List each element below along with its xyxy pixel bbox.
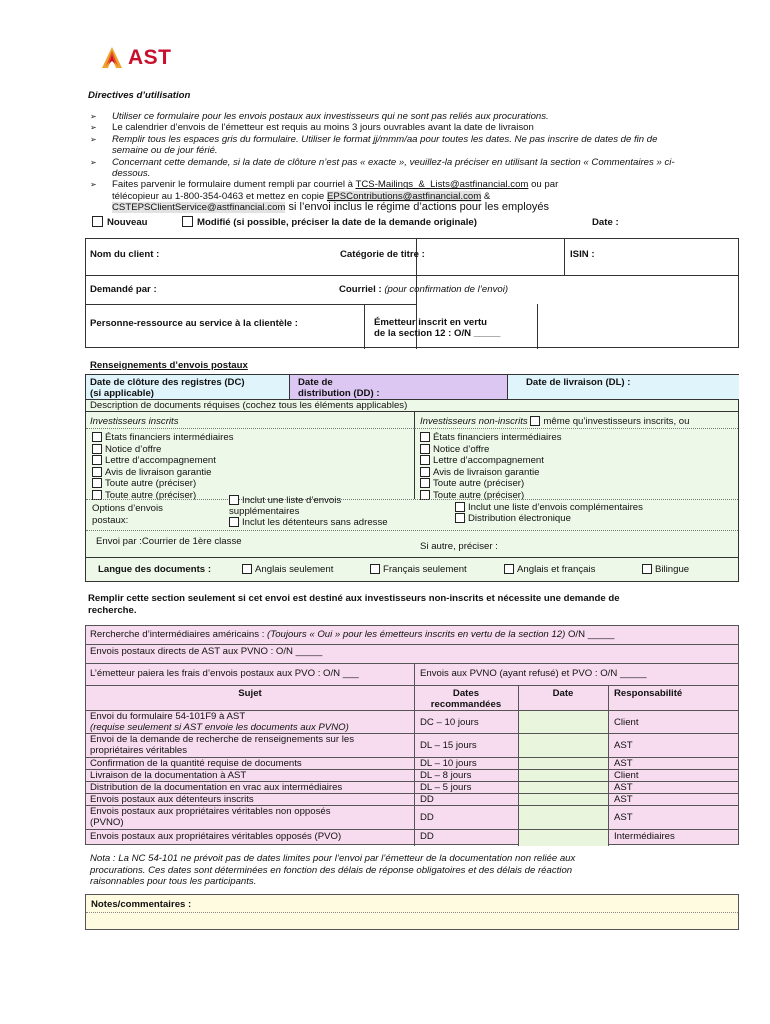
option-checkbox[interactable] [455,502,465,512]
directive-item: ➢ Utiliser ce formulaire pour les envois postaux aux investisseurs qui ne sont pas reliés aux procurations. [90,111,549,122]
docs-inscrits-list [92,432,234,502]
lang-checkbox[interactable] [642,564,652,574]
notes-box[interactable] [85,894,739,930]
nouveau-option[interactable]: Nouveau [92,216,148,228]
header-responsabilite: Responsabilité [614,688,683,699]
option-checkbox[interactable] [229,517,239,527]
option-distribution-electronique[interactable]: Distribution électronique [455,513,571,524]
lang-checkbox[interactable] [370,564,380,574]
categorie-titre-label: Catégorie de titre : [340,249,425,260]
doc-checkbox[interactable] [92,478,102,488]
table-row: Envoi de la demande de recherche de renseignements sur les propriétaires véritables [90,734,354,756]
nota-text: Nota : La NC 54-101 ne prévoit pas de dates limites pour l’envoi par l’émetteur de la documentation non reliée aux procurations. Ces dates sont déterminées en fonction des délais de réponse obligatoires et des délais de réaction raisonnables pour tous les participants. [90,853,576,887]
lang-option-francais[interactable]: Français seulement [370,564,467,575]
row-dates: DD [420,794,434,805]
doc-checkbox[interactable] [420,467,430,477]
dd-label: Date de distribution (DD) : [298,377,380,399]
meme-checkbox[interactable] [530,416,540,426]
emetteur-inscrit-label: Émetteur inscrit en vertu de la section 12 : O/N _____ [374,317,501,339]
table-row: Envois postaux aux propriétaires véritables opposés (PVO) [90,831,342,842]
nouveau-checkbox[interactable] [92,216,103,227]
row-resp: AST [614,794,633,805]
lang-checkbox[interactable] [504,564,514,574]
lang-option-bilingue[interactable]: Bilingue [642,564,689,575]
row-dates: DL – 5 jours [420,782,472,793]
doc-option[interactable]: États financiers intermédiaires [420,432,562,444]
option-liste-complementaire[interactable]: Inclut une liste d’envois complémentaires [455,502,643,513]
email-link-tcs[interactable]: TCS-Mailings_&_Lists@astfinancial.com [355,179,529,191]
option-checkbox[interactable] [455,513,465,523]
dl-label: Date de livraison (DL) : [526,377,631,388]
row-resp: Client [614,717,639,728]
row-resp: AST [614,758,633,769]
dc-label: Date de clôture des registres (DC) (si applicable) [90,377,245,399]
client-info-table [85,238,739,348]
isin-label: ISIN : [570,249,595,260]
directive-item: ➢ Remplir tous les espaces gris du formulaire. Utiliser le format jj/mmm/aa pour toutes les dates. Ne pas inscrire de dates de fin de semaine ou de jour férié. [90,133,658,157]
row-dates: DD [420,831,434,842]
table-row: Distribution de la documentation en vrac aux intermédiaires [90,782,343,793]
email-link-cst[interactable]: CSTEPSClientService@astfinancial.com [112,202,286,214]
recherche-table [85,625,739,845]
doc-option[interactable]: Toute autre (préciser) [420,478,562,490]
arrow-icon: ➢ [90,123,97,133]
date-label: Date : [592,217,619,228]
doc-option[interactable]: Toute autre (préciser) [92,490,234,502]
doc-option[interactable]: Avis de livraison garantie [92,467,234,479]
doc-checkbox[interactable] [92,455,102,465]
doc-option[interactable]: Lettre d’accompagnement [420,455,562,467]
docs-non-inscrits-list [420,432,562,502]
nom-client-label: Nom du client : [90,249,160,260]
row-resp: AST [614,740,633,751]
lang-option-anglais[interactable]: Anglais seulement [242,564,333,575]
row-resp: Intermédiaires [614,831,675,842]
langue-label: Langue des documents : [98,564,212,575]
doc-checkbox[interactable] [92,467,102,477]
doc-option[interactable]: Notice d’offre [92,444,234,456]
modifie-option[interactable]: Modifié (si possible, préciser la date de la demande originale) [182,216,477,228]
table-row: Confirmation de la quantité requise de documents [90,758,302,769]
row-dates: DL – 10 jours [420,758,477,769]
doc-option[interactable]: États financiers intermédiaires [92,432,234,444]
ast-logo [100,46,190,72]
recherche-intro: Remplir cette section seulement si cet envoi est destiné aux investisseurs non-inscrits et nécessite une demande de recherche. [88,593,620,616]
row-dates: DL – 15 jours [420,740,477,751]
options-envois-label: Options d’envois postaux: [92,503,163,526]
doc-option[interactable]: Lettre d’accompagnement [92,455,234,467]
lang-option-anglais-francais[interactable]: Anglais et français [504,564,595,575]
doc-option[interactable]: Toute autre (préciser) [420,490,562,502]
arrow-icon: ➢ [90,134,97,144]
description-label: Description de documents réquises (cochez tous les éléments applicables) [90,400,408,411]
row-resp: AST [614,782,633,793]
arrow-icon: ➢ [90,157,97,167]
recherche-row-3a: L’émetteur paiera les frais d’envois postaux aux PVO : O/N ___ [90,668,359,679]
arrow-icon: ➢ [90,112,97,121]
doc-checkbox[interactable] [420,455,430,465]
option-checkbox[interactable] [229,495,239,505]
row-dates: DD [420,812,434,823]
lang-checkbox[interactable] [242,564,252,574]
doc-checkbox[interactable] [420,478,430,488]
doc-checkbox[interactable] [420,444,430,454]
ast-logo-icon [100,46,124,70]
option-sans-adresse[interactable]: Inclut les détenteurs sans adresse [229,517,388,528]
row-dates: DC – 10 jours [420,717,479,728]
header-date: Date [552,688,574,699]
header-sujet: Sujet [238,688,262,699]
table-row: Envois postaux aux détenteurs inscrits [90,794,254,805]
doc-checkbox[interactable] [420,432,430,442]
envoi-par-label: Envoi par :Courrier de 1ère classe [96,536,242,547]
header-dates-recommandees: Dates recommandées [430,688,502,710]
doc-option[interactable]: Avis de livraison garantie [420,467,562,479]
row-resp: AST [614,812,633,823]
courriel-label: Courriel : (pour confirmation de l’envoi) [339,284,509,295]
directive-item: ➢ Faites parvenir le formulaire dument rempli par courriel à TCS-Mailings_&_Lists@astfinancial.com ou par télécopieur au 1-800-354-0463 et mettez en copie EPSContributions@astfinancial.com & CSTEPSClientService@astfinancial.com si l’envoi inclus le régime d’actions pour les employés [90,179,559,214]
row-dates: DL – 8 jours [420,770,472,781]
envois-table [85,374,739,582]
table-row: Livraison de la documentation à AST [90,770,247,781]
modifie-checkbox[interactable] [182,216,193,227]
directives-title: Directives d’utilisation [88,90,191,101]
doc-option[interactable]: Toute autre (préciser) [92,478,234,490]
si-autre-label: Si autre, préciser : [420,541,498,552]
directive-item: ➢ Concernant cette demande, si la date de clôture n’est pas « exacte », veuillez-la préciser en utilisant la section « Commentaires » ci-dessous. [90,156,675,180]
email-link-eps[interactable]: EPSContributions@astfinancial.com [326,190,482,202]
demande-par-label: Demandé par : [90,284,157,295]
envois-section-title: Renseignements d’envois postaux [90,360,248,371]
doc-option[interactable]: Notice d’offre [420,444,562,456]
personne-ressource-label: Personne-ressource au service à la clientèle : [90,318,298,329]
notes-label: Notes/commentaires : [91,899,192,910]
inscrits-label: Investisseurs inscrits [90,416,179,427]
table-row: Envois postaux aux propriétaires véritables non opposés (PVNO) [90,806,331,828]
arrow-icon: ➢ [90,180,97,190]
non-inscrits-label: Investisseurs non-inscrits même qu’investisseurs inscrits, ou [420,416,690,427]
recherche-row-3b: Envois aux PVNO (ayant refusé) et PVO : O/N _____ [420,668,647,679]
ast-logo-text: AST [128,46,172,69]
option-liste-supplementaire[interactable]: Inclut une liste d’envois supplémentaires [229,495,342,517]
row-resp: Client [614,770,639,781]
doc-checkbox[interactable] [92,432,102,442]
langue-row [98,564,738,575]
doc-checkbox[interactable] [92,444,102,454]
directives-list [88,111,688,214]
directive-item: ➢ Le calendrier d’envois de l’émetteur est requis au moins 3 jours ouvrables avant la date de livraison [90,122,534,134]
recherche-row-1: Rercherche d’intermédiaires américains : (Toujours « Oui » pour les émetteurs inscrits en vertu de la section 12) O/N _____ [90,629,615,640]
table-row: Envoi du formulaire 54-101F9 à AST (requise seulement si AST envoie les documents aux PVNO) [90,711,349,733]
recherche-row-2: Envois postaux directs de AST aux PVNO : O/N _____ [90,646,323,657]
